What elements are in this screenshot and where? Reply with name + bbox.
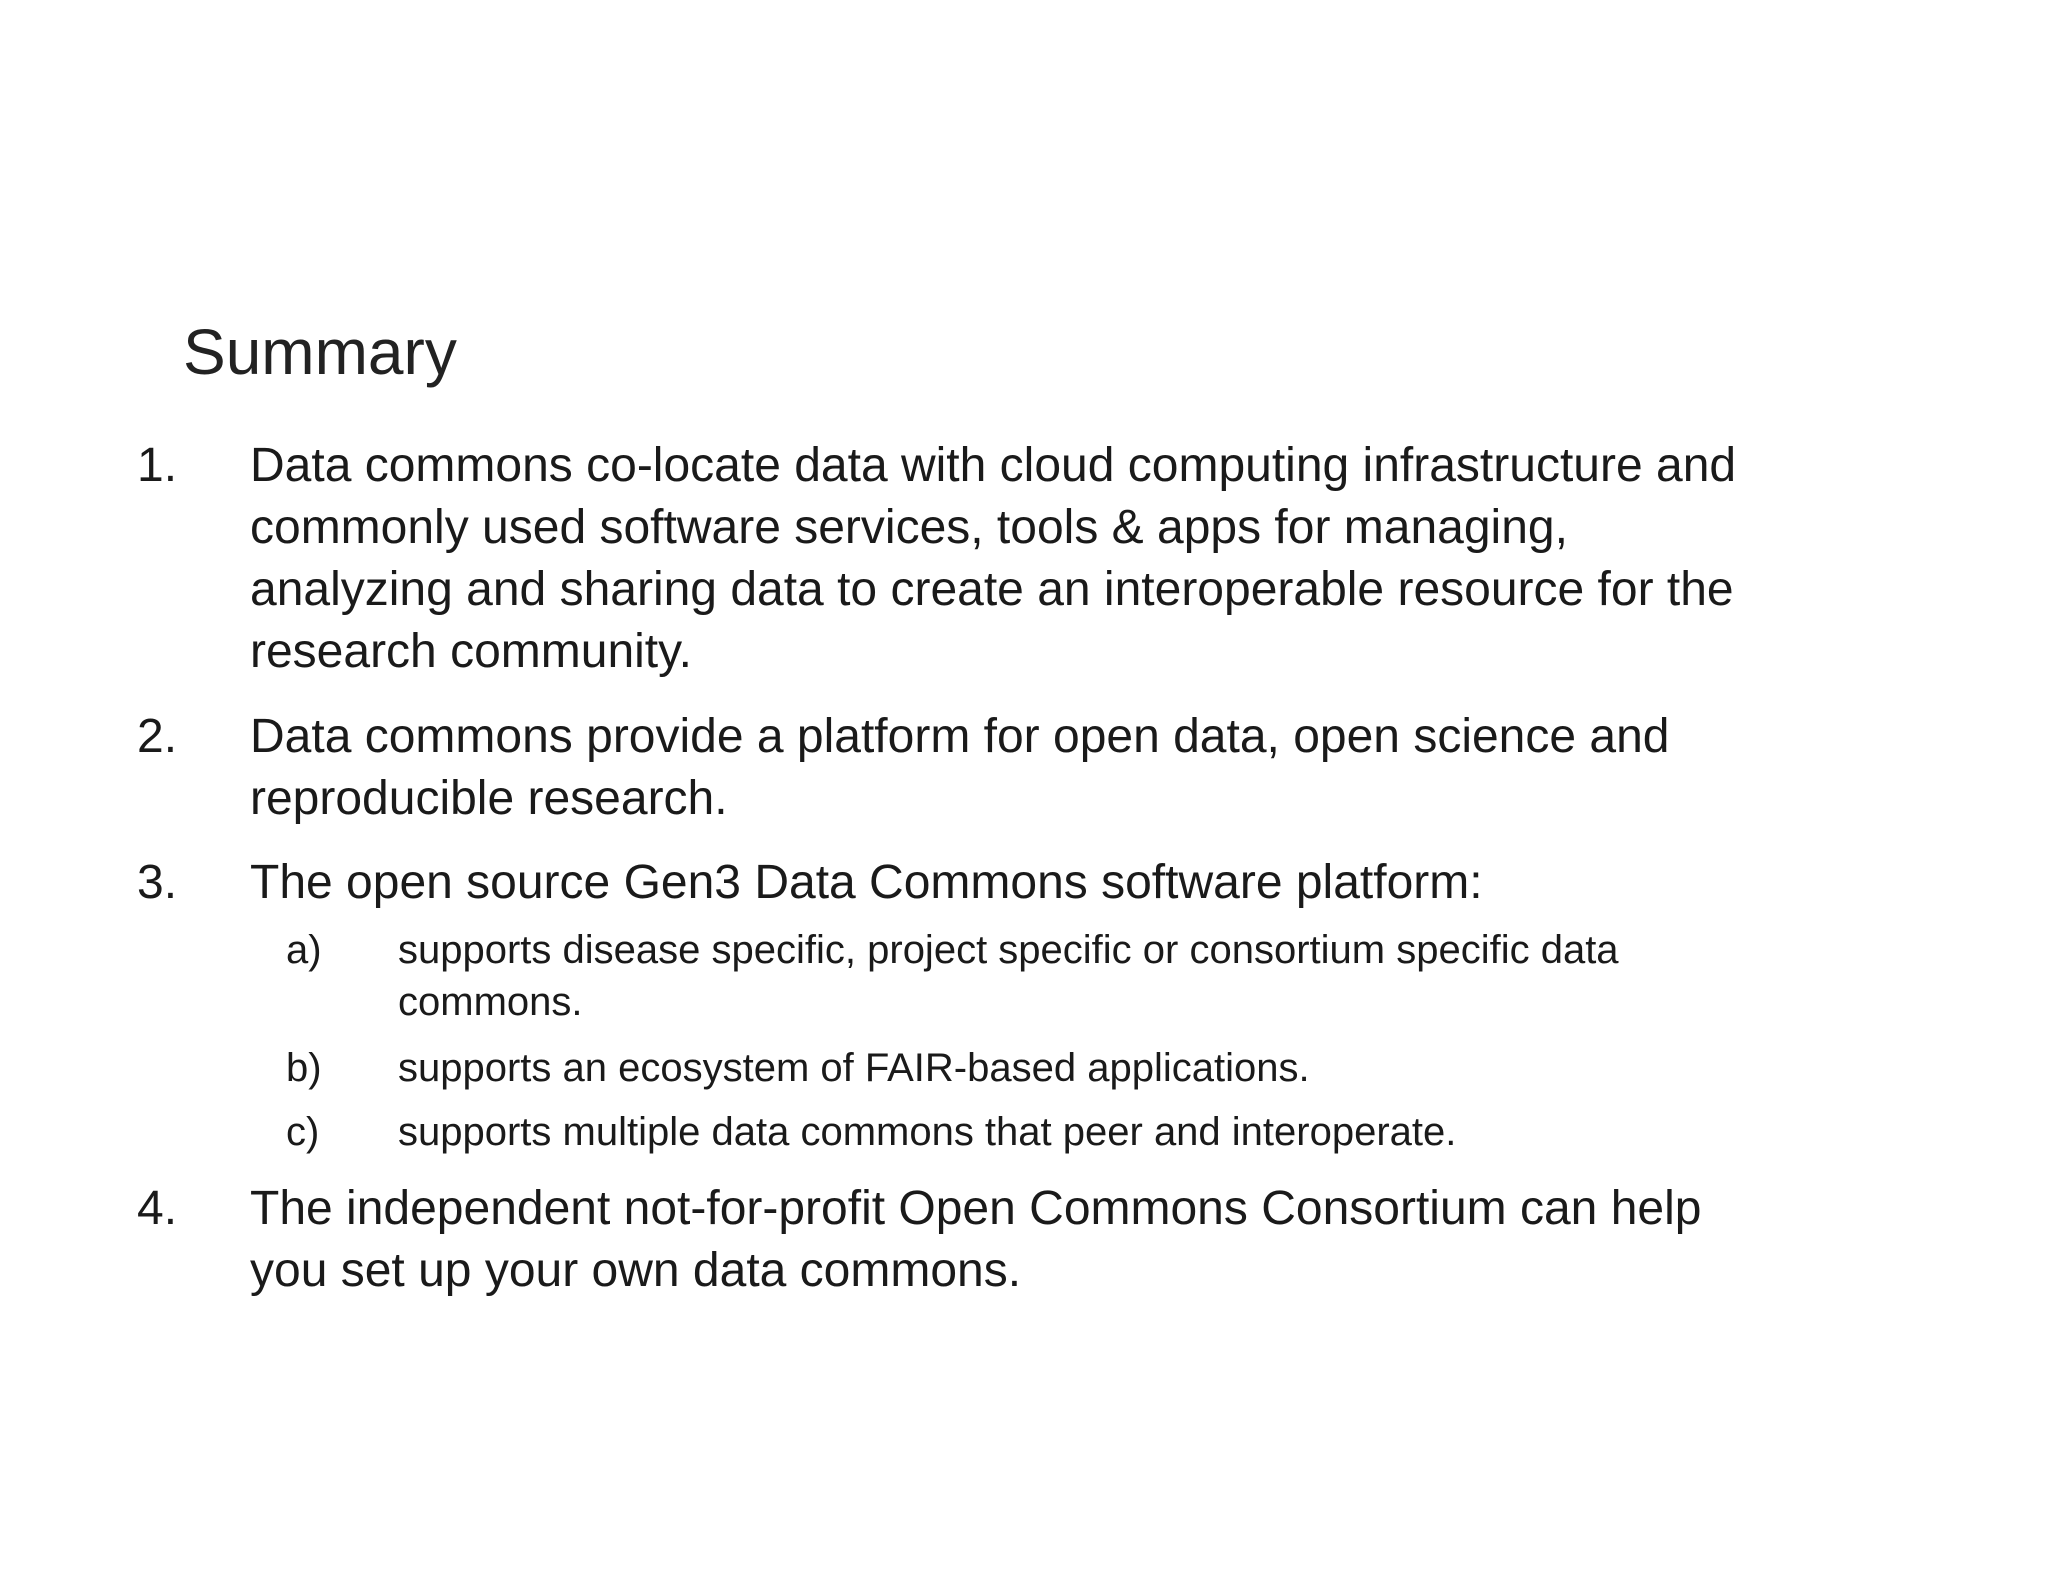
list-item-text: Data commons co-locate data with cloud computing infrastructure and commonly used software services, tools & apps for managing, analyzing and sharing data to create an interoperable resource for the research community.: [250, 439, 1737, 678]
sub-item-text: supports multiple data commons that peer and interoperate.: [398, 1110, 1457, 1154]
list-item-text: The independent not-for-profit Open Commons Consortium can help you set up your own data commons.: [250, 1182, 1702, 1297]
sub-item-letter: a): [286, 928, 322, 972]
list-item-number: 1.: [137, 439, 178, 492]
list-item-number: 3.: [137, 856, 178, 909]
sub-item-text: supports disease specific, project specific or consortium specific data commons.: [398, 928, 1619, 1024]
slide-title: Summary: [183, 316, 457, 388]
list-item-number: 2.: [137, 710, 178, 763]
sub-item-text: supports an ecosystem of FAIR-based applications.: [398, 1046, 1310, 1090]
list-item-text: Data commons provide a platform for open data, open science and reproducible research.: [250, 710, 1670, 825]
sub-item-letter: c): [286, 1110, 320, 1154]
sub-item-letter: b): [286, 1046, 322, 1090]
list-item-text: The open source Gen3 Data Commons software platform:: [250, 856, 1483, 909]
list-item-number: 4.: [137, 1182, 178, 1235]
